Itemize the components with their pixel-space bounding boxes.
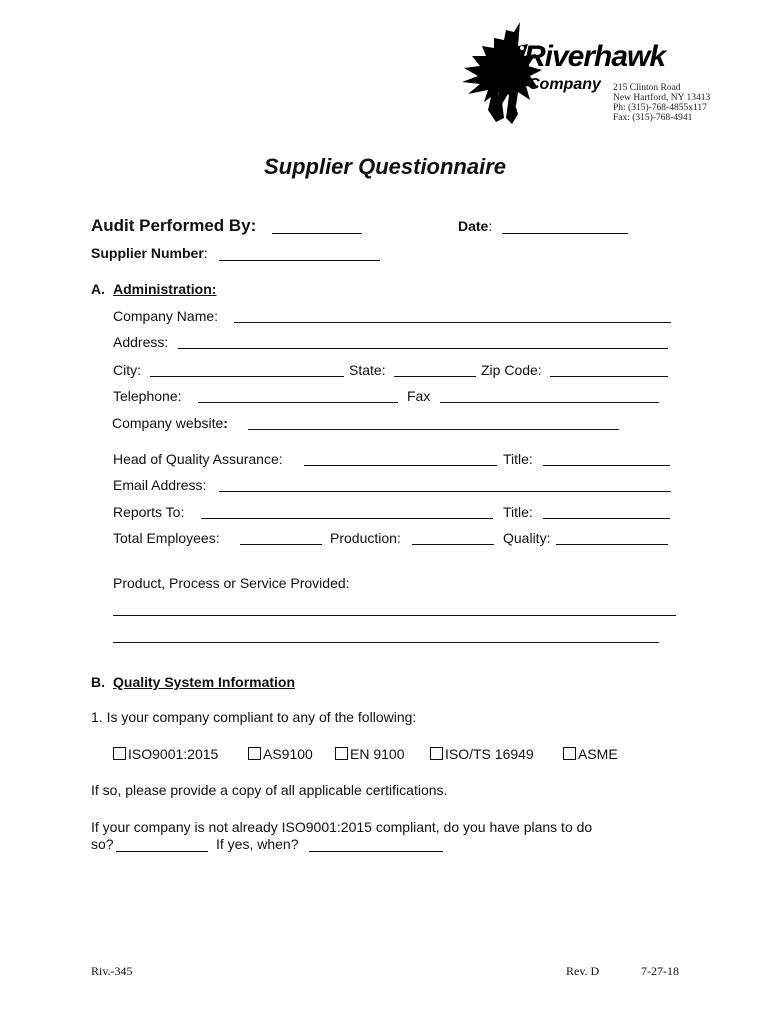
zip-field[interactable] (550, 376, 668, 377)
checkbox[interactable] (563, 747, 576, 760)
quality-field[interactable] (556, 544, 668, 545)
product-field-line2[interactable] (113, 642, 659, 643)
checkbox[interactable] (430, 747, 443, 760)
question-1: 1. Is your company compliant to any of the following: (91, 709, 417, 725)
checkbox[interactable] (248, 747, 261, 760)
revision-date: 7-27-18 (641, 964, 679, 978)
date-field[interactable] (502, 233, 628, 234)
plans-when-field[interactable] (309, 851, 443, 852)
address-label: Address: (113, 334, 169, 350)
website-label: Company website: (112, 415, 228, 431)
plans-answer-field[interactable] (116, 851, 208, 852)
address-field[interactable] (178, 348, 668, 349)
fax-label: Fax (407, 388, 431, 404)
option-as9100[interactable]: AS9100 (248, 746, 313, 762)
city-field[interactable] (150, 376, 344, 377)
title1-field[interactable] (543, 465, 670, 466)
zip-label: Zip Code: (481, 362, 542, 378)
certs-note: If so, please provide a copy of all applicable certifications. (91, 782, 448, 798)
quality-label: Quality: (503, 530, 551, 546)
title1-label: Title: (503, 451, 533, 467)
logo-wordmark: Riverhawk (524, 40, 666, 73)
option-asme[interactable]: ASME (563, 746, 618, 762)
form-id: Riv.-345 (91, 964, 133, 978)
telephone-field[interactable] (198, 402, 398, 403)
reports-to-label: Reports To: (113, 504, 185, 520)
checkbox[interactable] (113, 747, 126, 760)
production-label: Production: (330, 530, 401, 546)
company-address-line2: New Hartford, NY 13413 (613, 93, 711, 103)
title2-field[interactable] (543, 518, 670, 519)
head-qa-field[interactable] (304, 465, 497, 466)
product-field-line1[interactable] (113, 615, 676, 616)
telephone-label: Telephone: (113, 388, 182, 404)
option-iso-ts-16949[interactable]: ISO/TS 16949 (430, 746, 534, 762)
date-label: Date: (458, 218, 493, 234)
option-en9100[interactable]: EN 9100 (335, 746, 404, 762)
city-label: City: (113, 362, 141, 378)
section-b-heading: Quality System Information (113, 674, 296, 690)
checkbox[interactable] (335, 747, 348, 760)
total-employees-label: Total Employees: (113, 530, 220, 546)
section-a-heading: Administration: (113, 281, 217, 297)
website-field[interactable] (248, 429, 619, 430)
audit-label: Audit Performed By: (91, 216, 257, 235)
plans-question-so: so? (91, 836, 114, 852)
plans-question-when: If yes, when? (216, 836, 299, 852)
company-name-label: Company Name: (113, 308, 219, 324)
product-label: Product, Process or Service Provided: (113, 575, 350, 591)
state-label: State: (349, 362, 386, 378)
state-field[interactable] (394, 376, 476, 377)
section-b-letter: B. (91, 674, 105, 690)
total-employees-field[interactable] (240, 544, 322, 545)
title2-label: Title: (503, 504, 533, 520)
plans-question-line1: If your company is not already ISO9001:2015 compliant, do you have plans to do (91, 819, 593, 835)
fax-field[interactable] (440, 402, 659, 403)
section-a-letter: A. (91, 281, 105, 297)
logo-subword: Company (528, 76, 601, 93)
page-title: Supplier Questionnaire (263, 154, 507, 179)
head-qa-label: Head of Quality Assurance: (113, 451, 283, 467)
company-phone: Ph: (315)-768-4855x117 (613, 103, 707, 113)
production-field[interactable] (412, 544, 494, 545)
company-name-field[interactable] (234, 322, 671, 323)
email-label: Email Address: (113, 477, 207, 493)
company-address-line1: 215 Clinton Road (613, 83, 681, 93)
revision: Rev. D (566, 964, 600, 978)
audit-field[interactable] (272, 233, 362, 234)
supplier-number-label: Supplier Number: (91, 245, 208, 261)
option-iso9001[interactable]: ISO9001:2015 (113, 746, 218, 762)
email-field[interactable] (219, 491, 671, 492)
company-fax: Fax: (315)-768-4941 (613, 113, 693, 123)
reports-to-field[interactable] (201, 518, 493, 519)
supplier-number-field[interactable] (219, 260, 380, 261)
